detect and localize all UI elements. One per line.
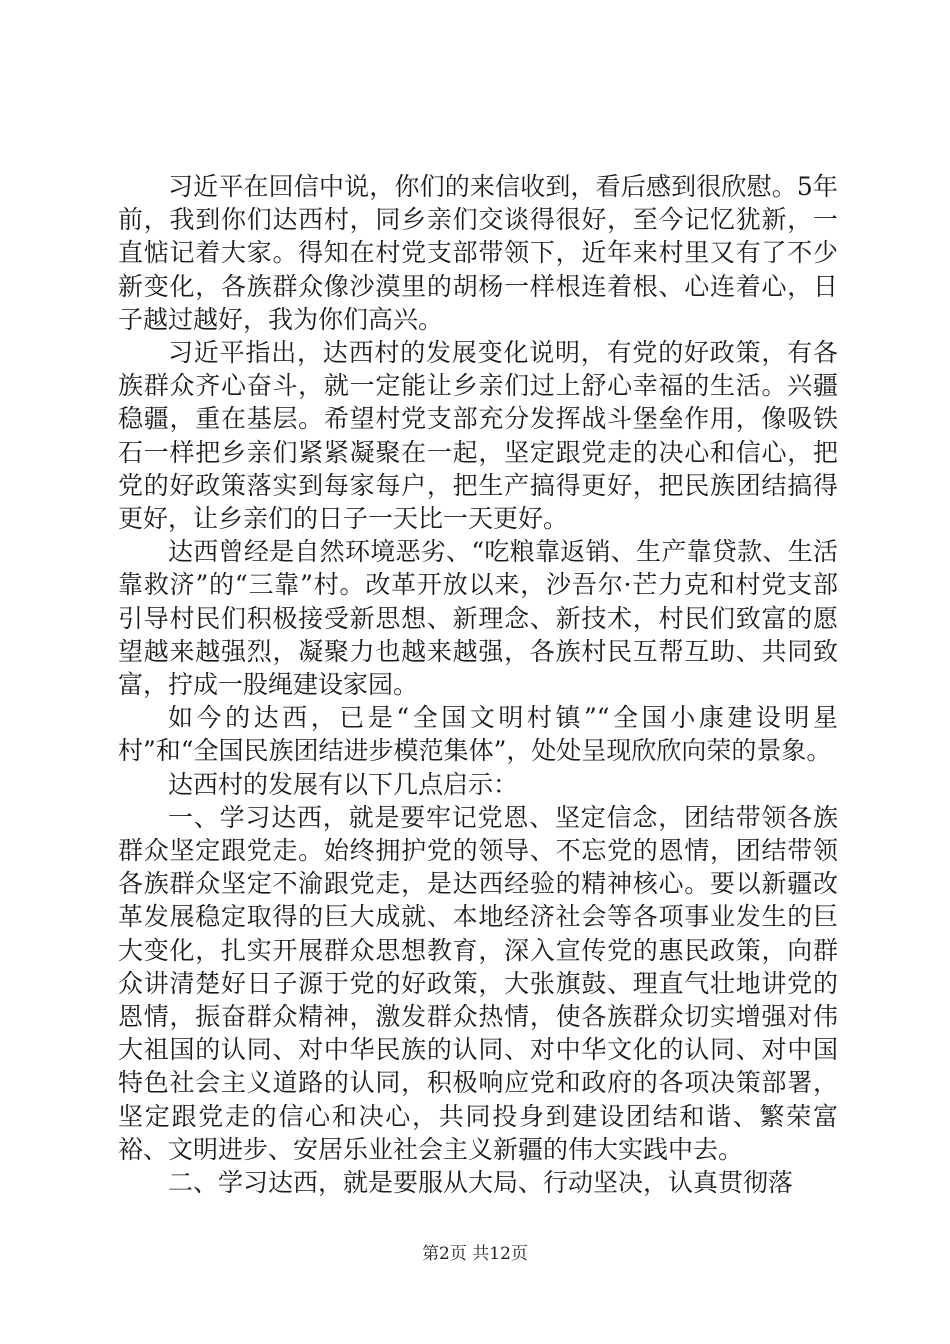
paragraph-5: 达西村的发展有以下几点启示： [168, 769, 519, 799]
paragraph-3: 达西曾经是自然环境恶劣、“吃粮靠返销、生产靠贷款、生活靠救济”的“三靠”村。改革开放以来，沙吾尔·芒力克和村党支部引导村民们积极接受新思想、新理念、新技术，村民们致富的愿望越来越强烈，凝聚力也越来越强，各族村民互帮互助、共同致富，拧成一股绳建设家园。 [118, 537, 838, 700]
paragraph-7: 二、学习达西，就是要服从大局、行动坚决，认真贯彻落 [168, 1168, 794, 1198]
paragraph-6: 一、学习达西，就是要牢记党恩、坚定信念，团结带领各族群众坚定跟党走。始终拥护党的领导、不忘党的恩情，团结带领各族群众坚定不渝跟党走，是达西经验的精神核心。要以新疆改革发展稳定取得的巨大成就、本地经济社会等各项事业发生的巨大变化，扎实开展群众思想教育，深入宣传党的惠民政策，向群众讲清楚好日子源于党的好政策，大张旗鼓、理直气壮地讲党的恩情，振奋群众精神，激发群众热情，使各族群众切实增强对伟大祖国的认同、对中华民族的认同、对中华文化的认同、对中国特色社会主义道路的认同，积极响应党和政府的各项决策部署，坚定跟党走的信心和决心，共同投身到建设团结和谐、繁荣富裕、文明进步、安居乐业社会主义新疆的伟大实践中去。 [118, 802, 838, 1164]
paragraph-1: 习近平在回信中说，你们的来信收到，看后感到很欣慰。5年前，我到你们达西村，同乡亲们交谈得很好，至今记忆犹新，一直惦记着大家。得知在村党支部带领下，近年来村里又有了不少新变化，各族群众像沙漠里的胡杨一样根连着根、心连着心，日子越过越好，我为你们高兴。 [118, 172, 838, 334]
page-number-label: 第2页 共12页 [422, 1244, 528, 1264]
page-footer [0, 1243, 950, 1265]
paragraph-2: 习近平指出，达西村的发展变化说明，有党的好政策，有各族群众齐心奋斗，就一定能让乡亲们过上舒心幸福的生活。兴疆稳疆，重在基层。希望村党支部充分发挥战斗堡垒作用，像吸铁石一样把乡亲们紧紧凝聚在一起，坚定跟党走的决心和信心，把党的好政策落实到每家每户，把生产搞得更好，把民族团结搞得更好，让乡亲们的日子一天比一天更好。 [118, 338, 838, 534]
document-body [118, 170, 838, 1199]
paragraph-4: 如今的达西，已是“全国文明村镇”“全国小康建设明星村”和“全国民族团结进步模范集体”，处处呈现欣欣向荣的景象。 [118, 703, 838, 766]
